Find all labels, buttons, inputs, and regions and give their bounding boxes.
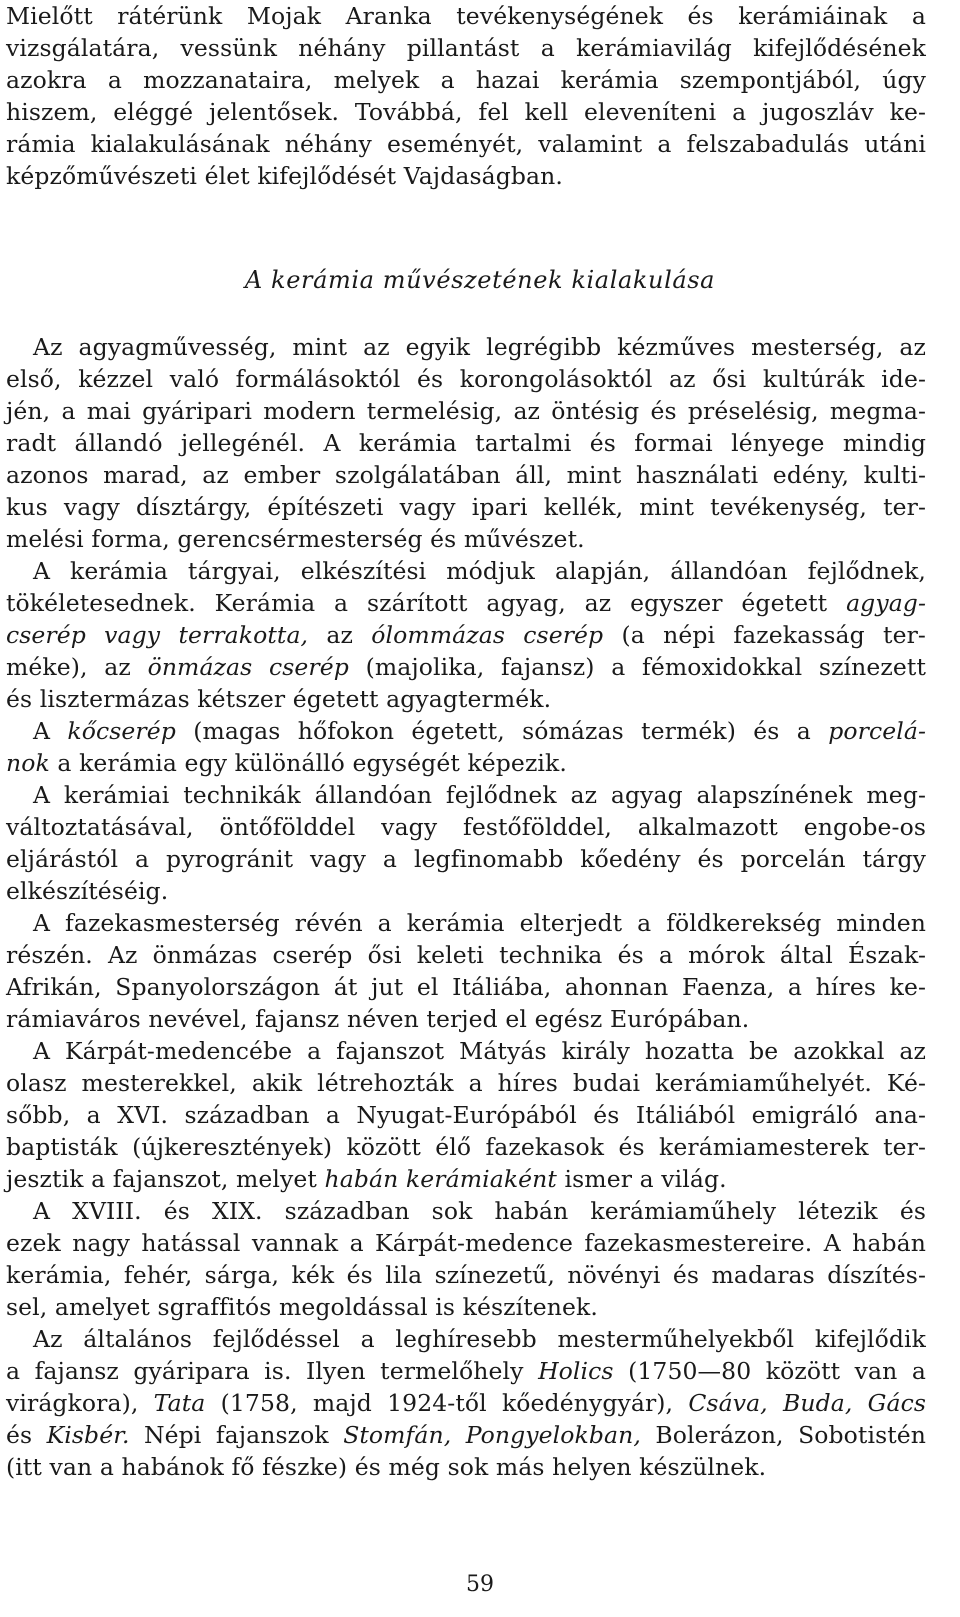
text-line: és lisztermázas kétszer égetett agyagtermék.	[6, 685, 552, 713]
text-line: sel, amelyet sgraffitós megoldással is készítenek.	[6, 1293, 598, 1321]
section-heading: A kerámia művészetének kialakulása	[244, 266, 716, 294]
text-line: Mielőtt rátérünk Mojak Aranka tevékenységének és kerámiáinak a	[6, 2, 926, 30]
italic-term: nok	[6, 749, 50, 777]
text-line: radt állandó jellegénél. A kerámia tartalmi és formai lényege mindig	[6, 429, 926, 457]
text-line: rámiaváros nevével, fajansz néven terjed el egész Európában.	[6, 1005, 750, 1033]
text-line	[6, 651, 926, 683]
text-span: virágkora),	[6, 1389, 139, 1417]
italic-term: porcelá-	[828, 717, 926, 745]
text-line: A Kárpát-medencébe a fajanszot Mátyás király hozatta be azokkal az	[33, 1037, 926, 1065]
italic-term: Holics	[538, 1357, 614, 1385]
text-line	[6, 747, 926, 779]
text-line	[6, 1387, 926, 1419]
text-line: hiszem, eléggé jelentősek. Továbbá, fel kell eleveníteni a jugoszláv ke-	[6, 98, 926, 126]
text-span: (1750—80 között van a	[628, 1357, 927, 1385]
text-line	[6, 1419, 926, 1451]
text-line: azokra a mozzanataira, melyek a hazai kerámia szempontjából, úgy	[6, 66, 926, 94]
text-line	[6, 587, 926, 619]
text-line: Az általános fejlődéssel a leghíresebb mesterműhelyekből kifejlődik	[33, 1325, 926, 1353]
text-span: az	[326, 621, 353, 649]
text-span: a kerámia egy különálló egységét képezik.	[57, 749, 567, 777]
italic-term: Tata	[153, 1389, 206, 1417]
italic-term: agyag-	[846, 589, 926, 617]
text-line: melési forma, gerencsérmesterség és művészet.	[6, 525, 585, 553]
text-line: A fazekasmesterség révén a kerámia elterjedt a földkerekség minden	[33, 909, 926, 937]
text-line: eljárástól a pyrogránit vagy a legfinomabb kőedény és porcelán tárgy	[6, 845, 926, 873]
italic-term: önmázas cserép	[147, 653, 349, 681]
text-line: ezek nagy hatással vannak a Kárpát-medence fazekasmestereire. A habán	[6, 1229, 926, 1257]
text-line	[6, 1163, 926, 1195]
italic-term: Kisbér.	[46, 1421, 130, 1449]
text-line: jén, a mai gyáripari modern termelésig, az öntésig és préselésig, megma-	[6, 397, 926, 425]
text-line	[6, 1355, 926, 1387]
page-number: 59	[466, 1572, 494, 1597]
text-span: Népi fajanszok	[143, 1421, 329, 1449]
text-line: baptisták (újkeresztények) között élő fazekasok és kerámiamesterek ter-	[6, 1133, 926, 1161]
text-span: a fajansz gyáripara is. Ilyen termelőhely	[6, 1357, 524, 1385]
text-line: Az agyagművesség, mint az egyik legrégibb kézműves mesterség, az	[33, 333, 926, 361]
text-line: sőbb, a XVI. században a Nyugat-Európából és Itáliából emigráló ana-	[6, 1101, 926, 1129]
text-line: részén. Az önmázas cserép ősi keleti technika és a mórok által Észak-	[6, 941, 926, 969]
text-line: A kerámiai technikák állandóan fejlődnek az agyag alapszínének meg-	[33, 781, 926, 809]
text-span: (a népi fazekasság ter-	[621, 621, 926, 649]
text-line: A kerámia tárgyai, elkészítési módjuk alapján, állandóan fejlődnek,	[33, 557, 926, 585]
text-span: jesztik a fajanszot, melyet	[6, 1165, 317, 1193]
italic-term: habán kerámiaként	[324, 1165, 557, 1193]
text-line: első, kézzel való formálásoktól és korongolásoktól az ősi kultúrák ide-	[6, 365, 926, 393]
text-span: Bolerázon, Sobotistén	[655, 1421, 927, 1449]
text-span: (magas hőfokon égetett, sómázas termék) és a	[193, 717, 811, 745]
text-line: kerámia, fehér, sárga, kék és lila színezetű, növényi és madaras díszítés-	[6, 1261, 926, 1289]
text-line: vizsgálatára, vessünk néhány pillantást a kerámiavilág kifejlődésének	[6, 34, 926, 62]
text-line: Afrikán, Spanyolországon át jut el Itáliába, ahonnan Faenza, a híres ke-	[6, 973, 926, 1001]
italic-term: Stomfán, Pongyelokban,	[343, 1421, 641, 1449]
text-line: A XVIII. és XIX. században sok habán kerámiaműhely létezik és	[33, 1197, 926, 1225]
text-line: kus vagy dísztárgy, építészeti vagy ipari kellék, mint tevékenység, ter-	[6, 493, 926, 521]
text-line: (itt van a habánok fő fészke) és még sok más helyen készülnek.	[6, 1453, 767, 1481]
text-line: olasz mesterekkel, akik létrehozták a híres budai kerámiaműhelyét. Ké-	[6, 1069, 926, 1097]
text-span: A	[33, 717, 51, 745]
text-line: képzőművészeti élet kifejlődését Vajdaságban.	[6, 162, 563, 190]
italic-term: cserép vagy terrakotta,	[6, 621, 309, 649]
text-span: és	[6, 1421, 33, 1449]
text-line	[6, 619, 926, 651]
text-line	[33, 715, 926, 747]
italic-term: ólommázas cserép	[371, 621, 604, 649]
text-line: elkészítéséig.	[6, 877, 169, 905]
text-span: méke), az	[6, 653, 131, 681]
italic-term: kőcserép	[67, 717, 176, 745]
italic-term: Csáva, Buda, Gács	[688, 1389, 927, 1417]
text-line: azonos marad, az ember szolgálatában áll, mint használati edény, kulti-	[6, 461, 926, 489]
text-span: (majolika, fajansz) a fémoxidokkal színezett	[365, 653, 926, 681]
text-line: változtatásával, öntőfölddel vagy festőfölddel, alkalmazott engobe-os	[6, 813, 926, 841]
text-span: ismer a világ.	[564, 1165, 727, 1193]
text-line: rámia kialakulásának néhány eseményét, valamint a felszabadulás utáni	[6, 130, 926, 158]
text-span: tökéletesednek. Kerámia a szárított agyag, az egyszer égetett	[6, 589, 828, 617]
text-span: (1758, majd 1924-től kőedénygyár),	[220, 1389, 674, 1417]
